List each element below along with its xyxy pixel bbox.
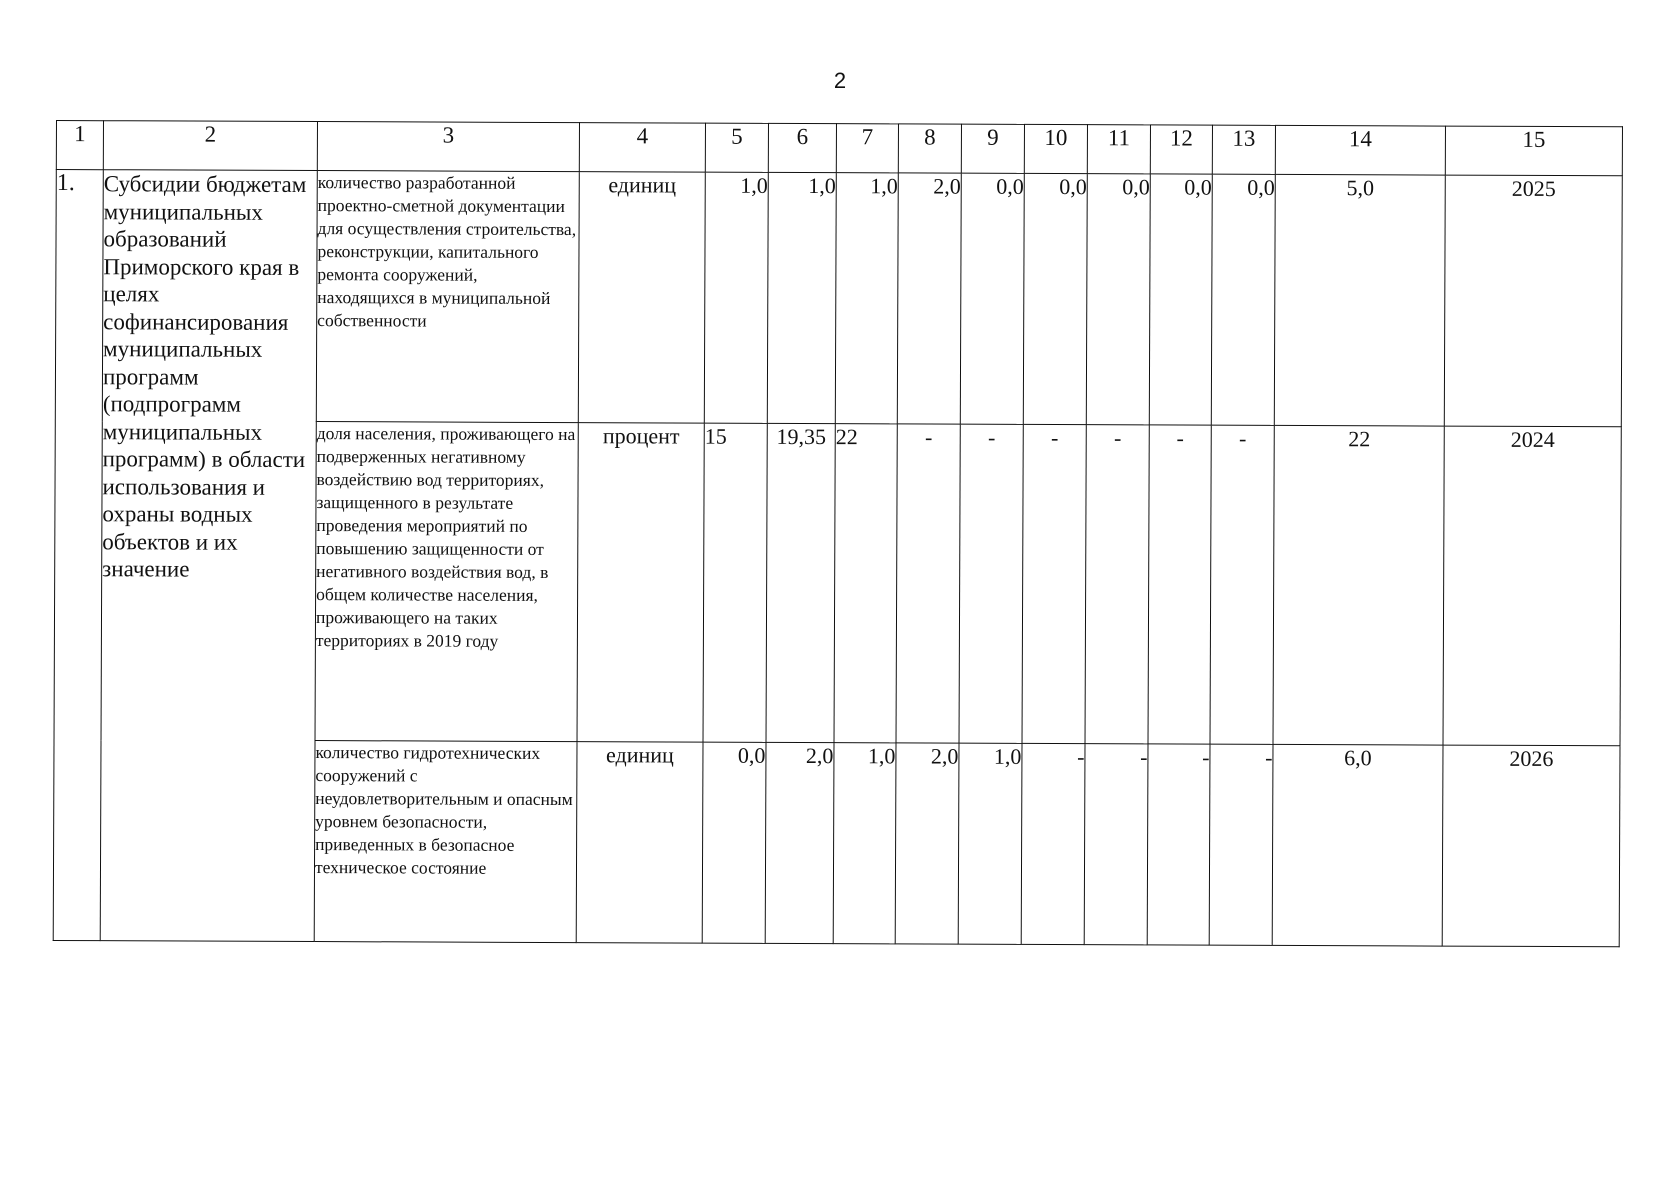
header-cell: 12	[1150, 125, 1212, 174]
value-cell: -	[959, 424, 1023, 743]
header-cell: 1	[56, 121, 103, 170]
header-cell: 10	[1024, 124, 1087, 173]
unit-cell: процент	[577, 423, 704, 743]
value-cell: 0,0	[1023, 173, 1087, 424]
header-row	[56, 121, 1622, 176]
value-cell: -	[1147, 744, 1210, 945]
value-cell: 1,0	[958, 743, 1022, 944]
value-cell: -	[896, 424, 960, 743]
table-row	[55, 170, 1622, 427]
header-cell: 6	[768, 123, 836, 172]
header-cell: 5	[705, 123, 768, 172]
value-cell: -	[1148, 425, 1211, 744]
value-cell: -	[1085, 425, 1149, 744]
value-cell: 15	[703, 423, 767, 742]
header-cell: 14	[1275, 125, 1445, 175]
value-cell: 1,0	[835, 173, 898, 424]
value-cell: -	[1084, 744, 1148, 945]
unit-cell: единиц	[576, 742, 703, 944]
value-cell: 22	[834, 424, 897, 743]
value-cell: -	[1021, 743, 1085, 944]
total-cell: 6,0	[1272, 744, 1443, 946]
header-cell: 3	[317, 122, 579, 172]
value-cell: 0,0	[1149, 174, 1212, 425]
value-cell: 1,0	[767, 172, 836, 423]
header-cell: 11	[1087, 125, 1150, 174]
row-number: 1.	[53, 170, 103, 941]
value-cell: 2,0	[895, 743, 959, 944]
indicator-name: доля населения, проживающего на подверженных негативному воздействию вод территориях, защищенного в результате проведения мероприятий по повышению защищенности от негативного воздействия вод, в общем количестве населения, проживающего на таких территориях в 2019 году	[315, 422, 578, 742]
year-cell: 2024	[1443, 426, 1621, 746]
value-cell: 1,0	[833, 743, 896, 944]
header-cell: 15	[1445, 126, 1622, 176]
value-cell: 0,0	[960, 173, 1024, 424]
total-cell: 5,0	[1274, 174, 1445, 426]
indicator-name: количество гидротехнических сооружений с неудовлетворительным и опасным уровнем безопасности, приведенных в безопасное техническое состояние	[314, 741, 577, 943]
value-cell: 2,0	[897, 173, 961, 424]
page-number: 2	[833, 68, 847, 93]
header-cell: 9	[961, 124, 1024, 173]
header-cell: 7	[836, 124, 898, 173]
value-cell: 0,0	[702, 742, 766, 943]
header-cell: 13	[1212, 125, 1275, 174]
value-cell: 2,0	[765, 742, 834, 943]
value-cell: 0,0	[1211, 174, 1275, 425]
indicators-table	[53, 120, 1623, 947]
value-cell: 0,0	[1086, 174, 1150, 425]
value-cell: 1,0	[704, 172, 768, 423]
header-cell: 2	[103, 121, 317, 171]
year-cell: 2025	[1444, 175, 1622, 427]
program-name: Субсидии бюджетам муниципальных образований Приморского края в целях софинансирования муниципальных программ (подпрограмм муниципальных программ) в области использования и охраны водных объектов и их значение	[100, 170, 317, 942]
unit-cell: единиц	[578, 172, 705, 424]
header-cell: 8	[898, 124, 961, 173]
year-cell: 2026	[1442, 745, 1620, 947]
indicator-name: количество разработанной проектно-сметной документации для осуществления строительства, реконструкции, капитального ремонта сооружений, находящихся в муниципальной собственности	[316, 171, 579, 423]
value-cell: -	[1210, 425, 1274, 744]
header-cell: 4	[579, 123, 705, 173]
value-cell: 19,35	[766, 423, 835, 742]
value-cell: -	[1022, 424, 1086, 743]
value-cell: -	[1209, 744, 1273, 945]
total-cell: 22	[1273, 425, 1444, 745]
